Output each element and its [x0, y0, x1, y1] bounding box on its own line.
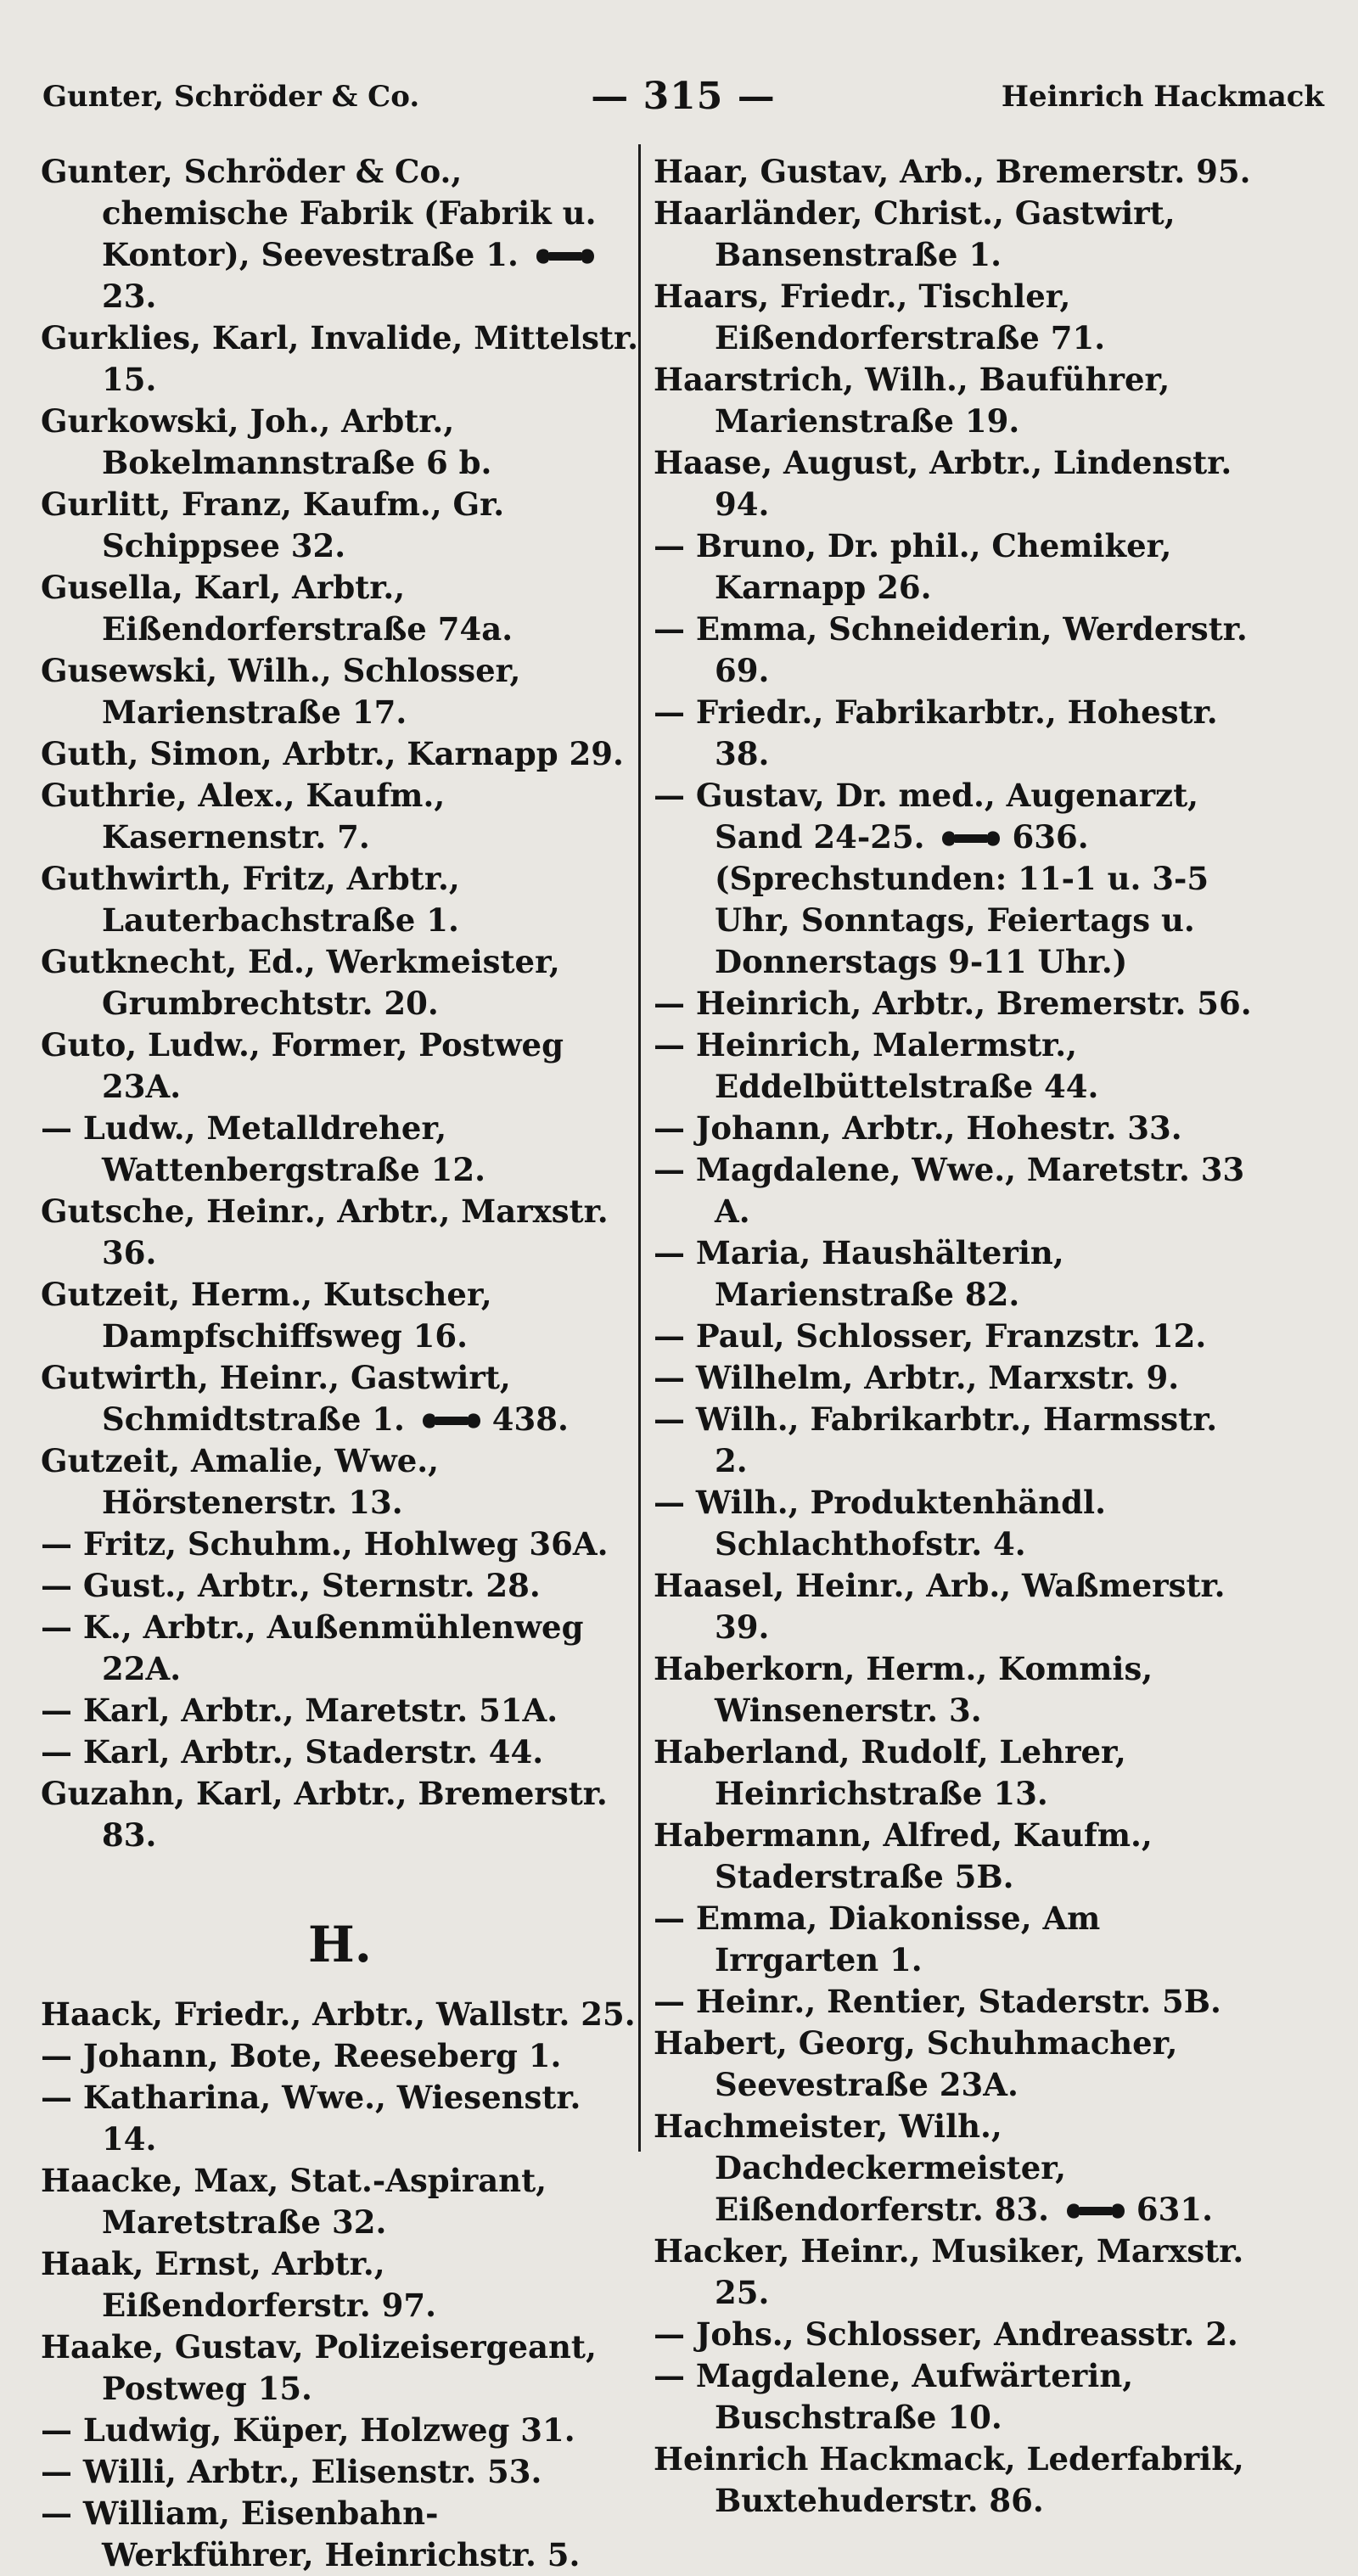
- directory-entry: [41, 567, 639, 650]
- entry-text: Gusewski, Wilh., Schlosser, Marienstraße 17.: [41, 652, 521, 731]
- telephone-receiver-icon: [533, 245, 598, 267]
- entry-text: Haarländer, Christ., Gastwirt, Bansenstraße 1.: [654, 194, 1176, 273]
- directory-entry: [41, 1773, 639, 1856]
- directory-entry: [654, 151, 1252, 193]
- entry-text: Guthrie, Alex., Kaufm., Kasernenstr. 7.: [41, 777, 446, 856]
- entry-text: — Magdalene, Aufwärterin, Buschstraße 10.: [654, 2357, 1134, 2436]
- entry-text: Gutzeit, Amalie, Wwe., Hörstenerstr. 13.: [41, 1442, 440, 1521]
- directory-entry: [41, 2035, 639, 2077]
- entry-text: Haacke, Max, Stat.-Aspirant, Maretstraße 32.: [41, 2162, 547, 2241]
- directory-entry: [41, 2451, 639, 2493]
- directory-entry: [654, 1357, 1252, 1399]
- directory-entry: [654, 525, 1252, 609]
- directory-entry: [654, 2314, 1252, 2355]
- directory-entry: [41, 484, 639, 567]
- phone-number: 438.: [491, 1400, 569, 1438]
- right-column: [654, 151, 1252, 2522]
- entry-text: — K., Arbtr., Außenmühlenweg 22A.: [41, 1608, 584, 1687]
- directory-entry: [41, 1690, 639, 1731]
- entry-text: Haars, Friedr., Tischler, Eißendorferstraße 71.: [654, 278, 1106, 356]
- directory-entry: [654, 2439, 1252, 2522]
- directory-entry: [654, 775, 1252, 983]
- entry-text: — Gustav, Dr. med., Augenarzt, Sand 24-25.: [654, 777, 1199, 856]
- directory-entry: [654, 2355, 1252, 2439]
- header-right-keyword: Heinrich Hackmack: [1001, 80, 1324, 114]
- entry-text: — Gust., Arbtr., Sternstr. 28.: [41, 1567, 541, 1604]
- phone-number: 631.: [1136, 2191, 1213, 2228]
- directory-entry: [654, 193, 1252, 276]
- directory-entry: [654, 1482, 1252, 1565]
- telephone-receiver-icon: [419, 1410, 484, 1432]
- directory-entry: [654, 1399, 1252, 1482]
- directory-entry: [654, 359, 1252, 442]
- section-letter: H.: [308, 1916, 372, 1973]
- entry-text: Haack, Friedr., Arbtr., Wallstr. 25.: [41, 1995, 636, 2033]
- directory-entry: [654, 983, 1252, 1024]
- directory-entry: [41, 2326, 639, 2410]
- directory-entry: [41, 733, 639, 775]
- entry-text: — Johann, Arbtr., Hohestr. 33.: [654, 1109, 1182, 1147]
- left-entries-h: [41, 1994, 639, 2576]
- entry-text: — Heinrich, Malermstr., Eddelbüttelstraße 44.: [654, 1026, 1099, 1105]
- directory-entry: [41, 2160, 639, 2243]
- telephone-receiver-icon: [939, 828, 1003, 850]
- directory-entry: [654, 609, 1252, 692]
- entry-text: Habermann, Alfred, Kaufm., Staderstraße 5B.: [654, 1816, 1153, 1895]
- entry-text: — Heinr., Rentier, Staderstr. 5B.: [654, 1983, 1221, 2020]
- entry-text: — Wilhelm, Arbtr., Marxstr. 9.: [654, 1359, 1180, 1396]
- entry-text: Haake, Gustav, Polizeisergeant, Postweg 15.: [41, 2328, 597, 2407]
- directory-entry: [41, 1108, 639, 1191]
- directory-entry: [654, 1648, 1252, 1731]
- entry-text: Gunter, Schröder & Co., chemische Fabrik (Fabrik u. Kontor), Seevestraße 1.: [41, 153, 597, 273]
- directory-entry: [654, 2106, 1252, 2231]
- entry-text: Guth, Simon, Arbtr., Karnapp 29.: [41, 735, 624, 772]
- directory-entry: [654, 1815, 1252, 1898]
- entry-text: Heinrich Hackmack, Lederfabrik, Buxtehuderstr. 86.: [654, 2440, 1244, 2519]
- directory-entry: [654, 442, 1252, 525]
- entry-text: Gusella, Karl, Arbtr., Eißendorferstraße 74a.: [41, 569, 513, 648]
- directory-entry: [654, 1731, 1252, 1815]
- directory-entry: [41, 1565, 639, 1607]
- entry-text: — William, Eisenbahn-Werkführer, Heinrichstr. 5.: [41, 2495, 581, 2573]
- directory-entry: [654, 1565, 1252, 1648]
- right-entries: [654, 151, 1252, 2522]
- entry-text: Haarstrich, Wilh., Bauführer, Marienstraße 19.: [654, 361, 1170, 440]
- entry-text: — Friedr., Fabrikarbtr., Hohestr. 38.: [654, 693, 1218, 772]
- directory-entry: [41, 2243, 639, 2326]
- entry-text: Haberkorn, Herm., Kommis, Winsenerstr. 3.: [654, 1650, 1153, 1729]
- entry-text: — Wilh., Fabrikarbtr., Harmsstr. 2.: [654, 1400, 1218, 1479]
- entry-text: — Willi, Arbtr., Elisenstr. 53.: [41, 2453, 542, 2490]
- entry-text: Guzahn, Karl, Arbtr., Bremerstr. 83.: [41, 1775, 608, 1854]
- entry-text: — Emma, Diakonisse, Am Irrgarten 1.: [654, 1900, 1101, 1978]
- directory-entry: [41, 650, 639, 733]
- entry-text: Gutsche, Heinr., Arbtr., Marxstr. 36.: [41, 1193, 609, 1271]
- entry-text: — Paul, Schlosser, Franzstr. 12.: [654, 1317, 1207, 1355]
- entry-text: Gurklies, Karl, Invalide, Mittelstr. 15.: [41, 319, 638, 398]
- entry-text: — Ludw., Metalldreher, Wattenbergstraße 12.: [41, 1109, 486, 1188]
- entry-text: — Karl, Arbtr., Staderstr. 44.: [41, 1733, 544, 1771]
- directory-entry: [41, 1731, 639, 1773]
- entry-text: Haak, Ernst, Arbtr., Eißendorferstr. 97.: [41, 2245, 436, 2324]
- entry-text: Haberland, Rudolf, Lehrer, Heinrichstraße 13.: [654, 1733, 1126, 1812]
- phone-number: 636.: [1012, 818, 1089, 856]
- directory-entry: [41, 151, 639, 317]
- directory-entry: [41, 2410, 639, 2451]
- directory-entry: [41, 941, 639, 1024]
- directory-entry: [41, 1024, 639, 1108]
- entry-text: Gurlitt, Franz, Kaufm., Gr. Schippsee 32.: [41, 485, 505, 564]
- directory-entry: [41, 1524, 639, 1565]
- page-number: — 315 —: [591, 75, 776, 118]
- directory-entry: [654, 1024, 1252, 1108]
- directory-entry: [41, 1607, 639, 1690]
- directory-entry: [41, 1274, 639, 1357]
- directory-entry: [41, 1994, 639, 2035]
- entry-text: — Heinrich, Arbtr., Bremerstr. 56.: [654, 985, 1252, 1022]
- directory-entry: [654, 2231, 1252, 2314]
- telephone-receiver-icon: [1063, 2200, 1128, 2222]
- entry-text: — Maria, Haushälterin, Marienstraße 82.: [654, 1234, 1064, 1313]
- entry-text: — Johs., Schlosser, Andreasstr. 2.: [654, 2315, 1238, 2353]
- entry-text: — Ludwig, Küper, Holzweg 31.: [41, 2411, 575, 2449]
- directory-entry: [654, 2023, 1252, 2106]
- directory-entry: [654, 1108, 1252, 1149]
- entry-text: — Wilh., Produktenhändl. Schlachthofstr. 4.: [654, 1484, 1106, 1563]
- entry-text: Hacker, Heinr., Musiker, Marxstr. 25.: [654, 2232, 1244, 2311]
- header-left-keyword: Gunter, Schröder & Co.: [42, 80, 420, 114]
- directory-entry: [41, 1191, 639, 1274]
- directory-entry: [41, 1440, 639, 1524]
- phone-number: 23.: [102, 278, 157, 315]
- directory-entry: [41, 2493, 639, 2576]
- directory-entry: [41, 401, 639, 484]
- entry-text: — Emma, Schneiderin, Werderstr. 69.: [654, 610, 1248, 689]
- entry-text: Gutknecht, Ed., Werkmeister, Grumbrechtstr. 20.: [41, 943, 560, 1022]
- entry-text: Gurkowski, Joh., Arbtr., Bokelmannstraße 6 b.: [41, 402, 492, 481]
- entry-text: Haasel, Heinr., Arb., Waßmerstr. 39.: [654, 1567, 1226, 1646]
- entry-text: — Magdalene, Wwe., Maretstr. 33 A.: [654, 1151, 1245, 1230]
- directory-entry: [41, 775, 639, 858]
- directory-entry: [654, 276, 1252, 359]
- directory-entry: [41, 858, 639, 941]
- entry-text: Haase, August, Arbtr., Lindenstr. 94.: [654, 444, 1232, 523]
- directory-entry: [654, 1232, 1252, 1316]
- left-entries: [41, 151, 639, 1856]
- entry-note: (Sprechstunden: 11-1 u. 3-5 Uhr, Sonntags, Feiertags u. Donnerstags 9-11 Uhr.): [715, 860, 1209, 980]
- left-column: [41, 151, 639, 2576]
- page-header: [42, 75, 1324, 129]
- directory-entry: [654, 1316, 1252, 1357]
- entry-text: Hachmeister, Wilh., Dachdeckermeister, Eißendorferstr. 83.: [654, 2107, 1066, 2228]
- directory-entry: [41, 317, 639, 401]
- entry-text: — Johann, Bote, Reeseberg 1.: [41, 2037, 562, 2074]
- entry-text: — Fritz, Schuhm., Hohlweg 36A.: [41, 1525, 609, 1563]
- directory-entry: [41, 2077, 639, 2160]
- entry-text: Guto, Ludw., Former, Postweg 23A.: [41, 1026, 564, 1105]
- entry-text: — Katharina, Wwe., Wiesenstr. 14.: [41, 2079, 581, 2158]
- entry-text: Haar, Gustav, Arb., Bremerstr. 95.: [654, 153, 1251, 190]
- directory-entry: [654, 1149, 1252, 1232]
- directory-entry: [654, 1981, 1252, 2023]
- directory-entry: [654, 692, 1252, 775]
- entry-text: — Karl, Arbtr., Maretstr. 51A.: [41, 1692, 558, 1729]
- entry-text: — Bruno, Dr. phil., Chemiker, Karnapp 26.: [654, 527, 1172, 606]
- entry-text: Guthwirth, Fritz, Arbtr., Lauterbachstraße 1.: [41, 860, 460, 939]
- entry-text: Gutwirth, Heinr., Gastwirt, Schmidtstraße 1.: [41, 1359, 511, 1438]
- directory-entry: [654, 1898, 1252, 1981]
- directory-entry: [41, 1357, 639, 1440]
- entry-text: Habert, Georg, Schuhmacher, Seevestraße 23A.: [654, 2024, 1178, 2103]
- entry-text: Gutzeit, Herm., Kutscher, Dampfschiffsweg 16.: [41, 1276, 492, 1355]
